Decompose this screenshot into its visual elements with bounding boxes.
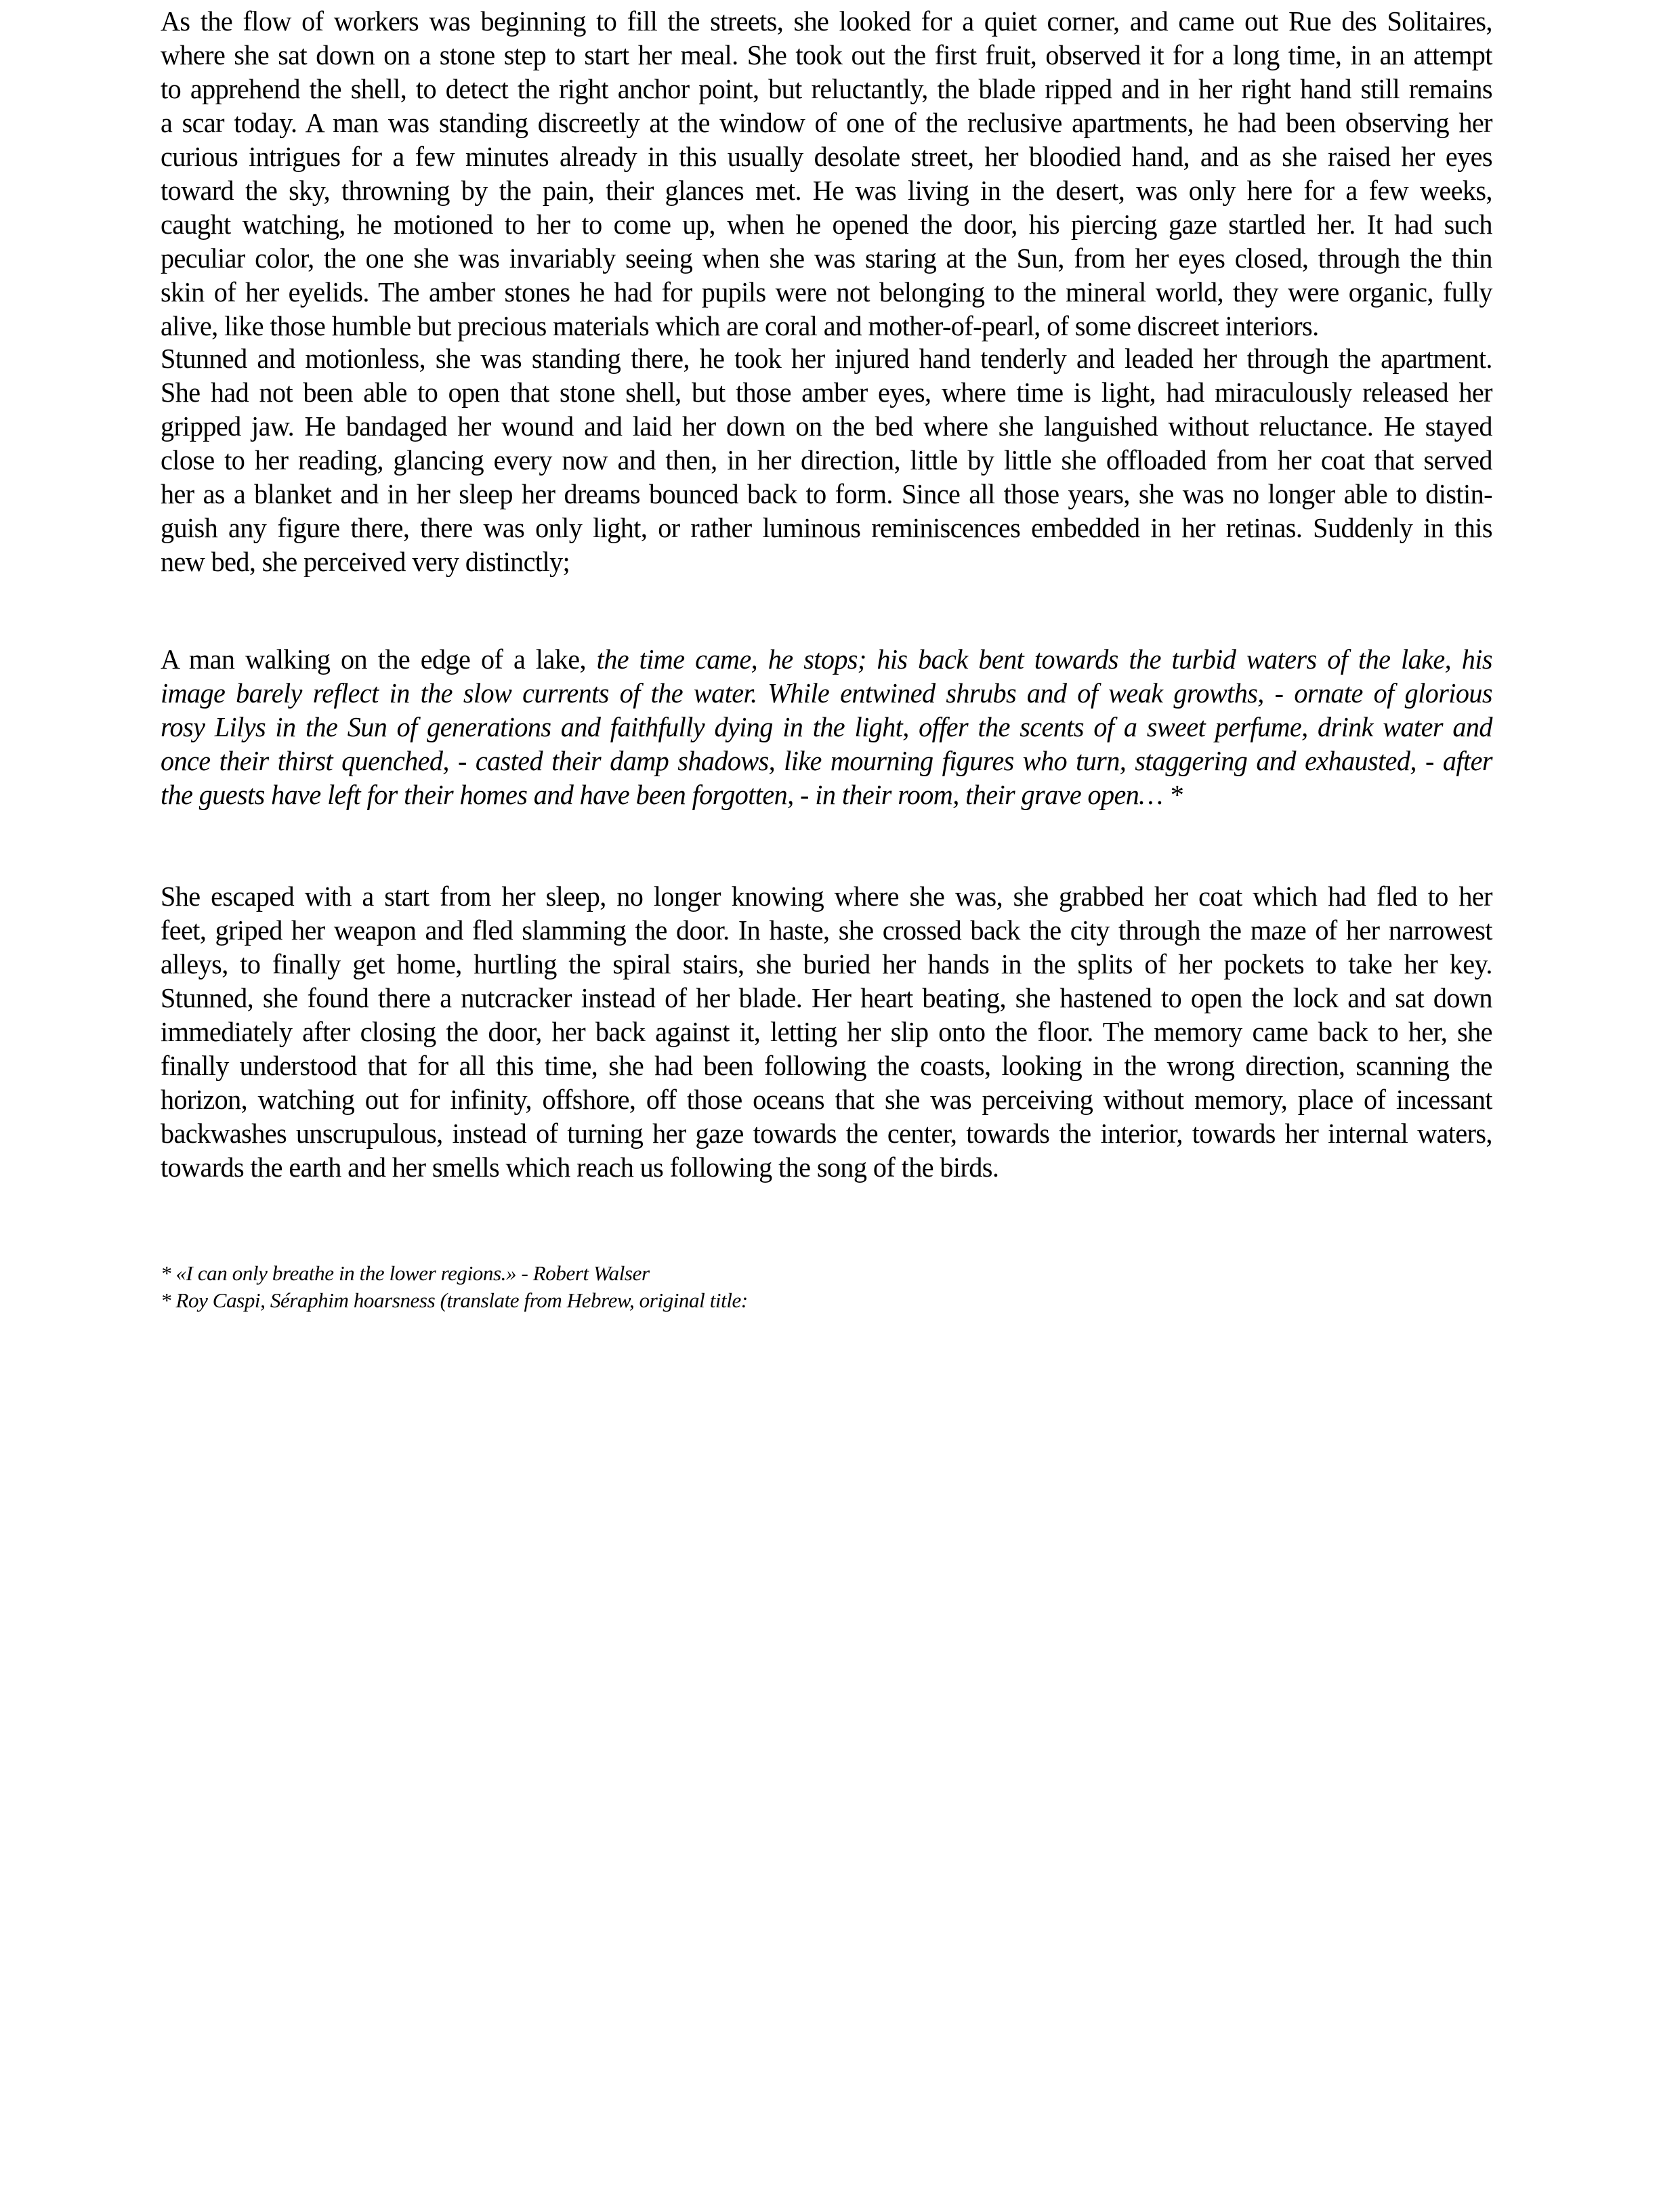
footnote-caspi: * Roy Caspi, Séraphim hoarsness (translate from Hebrew, original title: — [161, 1288, 748, 1312]
text-line: She escaped with a start from her sleep, no longer knowing where she was, she grabbed her coat which had fled to her — [161, 881, 1492, 912]
dream-italic-text: the time came, he stops; his back bent towards the turbid waters of the lake, his — [596, 644, 1492, 675]
text-line: toward the sky, throwning by the pain, their glances met. He was living in the desert, was only here for a few weeks, — [161, 175, 1492, 206]
text-line: alleys, to finally get home, hurtling the spiral stairs, she buried her hands in the splits of her pockets to take her key. — [161, 948, 1492, 979]
text-line: finally understood that for all this time, she had been following the coasts, looking in the wrong direction, scanning the — [161, 1050, 1492, 1081]
text-line — [161, 642, 1492, 676]
footnotes — [161, 1260, 1519, 1314]
text-line: her as a blanket and in her sleep her dreams bounced back to form. Since all those years, she was no longer able to distin- — [161, 478, 1492, 509]
text-line: skin of her eyelids. The amber stones he had for pupils were not belonging to the mineral world, they were organic, fully — [161, 276, 1492, 308]
text-line: the guests have left for their homes and have been forgotten, - in their room, their grave open… * — [161, 779, 1183, 810]
text-line: close to her reading, glancing every now and then, in her direction, little by little she offloaded from her coat that served — [161, 444, 1492, 476]
text-line: Stunned and motionless, she was standing there, he took her injured hand tenderly and leaded her through the apartment. — [161, 343, 1492, 374]
text-line: immediately after closing the door, her back against it, letting her slip onto the floor. The memory came back to her, she — [161, 1016, 1492, 1047]
paragraph-dream-lake — [161, 642, 1492, 812]
text-line: once their thirst quenched, - casted their damp shadows, like mourning figures who turn, staggering and exhausted, - after — [161, 745, 1492, 776]
paragraph-street-encounter — [161, 4, 1492, 343]
footnote-walser: * «I can only breathe in the lower regions.» - Robert Walser — [161, 1261, 650, 1285]
text-line: alive, like those humble but precious materials which are coral and mother-of-pearl, of some discreet interiors. — [161, 310, 1319, 341]
text-line: feet, griped her weapon and fled slamming the door. In haste, she crossed back the city through the maze of her narrowest — [161, 914, 1492, 946]
text-line: where she sat down on a stone step to start her meal. She took out the first fruit, observed it for a long time, in an attempt — [161, 39, 1492, 70]
text-line: backwashes unscrupulous, instead of turning her gaze towards the center, towards the interior, towards her internal waters, — [161, 1118, 1492, 1149]
text-line: peculiar color, the one she was invariably seeing when she was staring at the Sun, from her eyes closed, through the thin — [161, 243, 1492, 274]
text-line: rosy Lilys in the Sun of generations and faithfully dying in the light, offer the scents of a sweet perfume, drink water and — [161, 711, 1492, 742]
text-line: guish any figure there, there was only light, or rather luminous reminiscences embedded in her retinas. Suddenly in this — [161, 512, 1492, 543]
text-line: new bed, she perceived very distinctly; — [161, 546, 570, 577]
text-line: Stunned, she found there a nutcracker instead of her blade. Her heart beating, she hastened to open the lock and sat down — [161, 982, 1492, 1013]
text-line: image barely reflect in the slow currents of the water. While entwined shrubs and of weak growths, - ornate of glorious — [161, 677, 1492, 709]
text-line: horizon, watching out for infinity, offshore, off those oceans that she was perceiving without memory, place of incessant — [161, 1084, 1492, 1115]
paragraph-escape — [161, 879, 1492, 1184]
text-line: curious intrigues for a few minutes already in this usually desolate street, her bloodied hand, and as she raised her eyes — [161, 141, 1492, 172]
text-line: a scar today. A man was standing discreetly at the window of one of the reclusive apartments, he had been observing her — [161, 107, 1492, 138]
text-line: caught watching, he motioned to her to come up, when he opened the door, his piercing gaze startled her. It had such — [161, 209, 1492, 240]
text-line: She had not been able to open that stone shell, but those amber eyes, where time is light, had miraculously released her — [161, 377, 1492, 408]
text-line: As the flow of workers was beginning to fill the streets, she looked for a quiet corner, and came out Rue des Solitaires, — [161, 5, 1492, 37]
paragraph-apartment — [161, 341, 1492, 578]
text-line: gripped jaw. He bandaged her wound and laid her down on the bed where she languished without reluctance. He stayed — [161, 410, 1492, 442]
text-line: towards the earth and her smells which reach us following the song of the birds. — [161, 1152, 999, 1183]
dream-intro-text: A man walking on the edge of a lake, — [161, 644, 597, 675]
text-line: to apprehend the shell, to detect the right anchor point, but reluctantly, the blade ripped and in her right hand still remains — [161, 73, 1492, 104]
